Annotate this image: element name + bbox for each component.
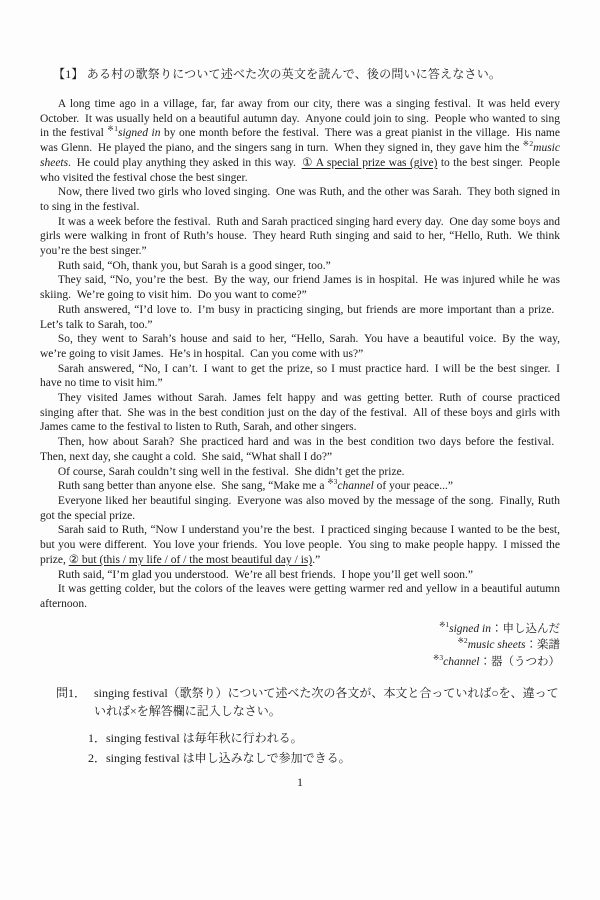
question-items [88, 729, 560, 768]
passage-paragraph: Ruth sang better than anyone else. She sang, “Make me a $^{※3}$channel of your peace...” [57, 477, 453, 493]
passage-paragraph: It was getting colder, but the colors of the leaves were getting warmer red and yellow in a beautiful autumn afternoon. [40, 583, 560, 610]
passage-paragraph: Ruth said, “I’m glad you understood. We’re all best friends. I hope you’ll get well soon.” [57, 568, 474, 581]
passage-paragraph: Ruth said, “Oh, thank you, but Sarah is a good singer, too.” [57, 259, 331, 272]
passage-paragraph: Sarah answered, “No, I can’t. I want to get the prize, so I must practice hard. I will be the best singer. I have no time to visit him.” [40, 362, 560, 390]
page-number: 1 [297, 775, 303, 790]
passage-paragraph: Of course, Sarah couldn’t sing well in the festival. She didn’t get the prize. [57, 465, 405, 478]
passage-paragraph: So, they went to Sarah’s house and said to her, “Hello, Sarah. You have a beautiful voice. By the way, we’re going to visit James. He’s in hospital. Can you come with us?” [40, 333, 560, 360]
passage-paragraph: Ruth answered, “I’d love to. I’m busy in practicing singing, but friends are more important than a prize. Let’s talk to Sarah, too.” [40, 303, 560, 331]
footnotes [40, 621, 560, 671]
passage-paragraph: A long time ago in a village, far, far away from our city, there was a singing festival. It was held every October. It was usually held on a beautiful autumn day. Anyone could join to sing. People who wanted to sing in the festival $^{※1}$signed in by one month before the festival. There was a great pianist in the village. His name was Glenn. He played the piano, and the singers sang in turn. When they signed in, they gave him the $^{※2}$music sheets. He could play anything they asked in this way. ① A special prize was (give) to the best singer. People who visited the festival chose the best singer. [40, 98, 560, 184]
question-item-1: 1．singing festival は毎年秋に行われる。 [88, 731, 303, 746]
reading-passage [40, 97, 560, 612]
passage-paragraph: Everyone liked her beautiful singing. Everyone was also moved by the message of the song. Finally, Ruth got the special prize. [40, 494, 560, 522]
passage-paragraph: Now, there lived two girls who loved singing. One was Ruth, and the other was Sarah. They both signed in to sing in the festival. [40, 186, 560, 213]
footnote-music-sheets: $^{※2}$music sheets：楽譜 [457, 636, 560, 652]
section-title: 【1】 ある村の歌祭りについて述べた次の英文を読んで、後の問いに答えなさい。 [53, 67, 502, 81]
question-label: 問1． [56, 686, 87, 701]
footnote-signed-in: $^{※1}$signed in：申し込んだ [439, 619, 560, 635]
question-1 [56, 685, 560, 720]
passage-paragraph: They said, “No, you’re the best. By the way, our friend James is in hospital. He was injured while he was skiing. We’re going to visit him. Do you want to come?” [40, 274, 560, 302]
question-text: singing festival（歌祭り）について述べた次の各文が、本文と合っていれば○を、違っていれば×を解答欄に記入しなさい。 [94, 686, 559, 718]
footnote-channel: $^{※3}$channel：器（うつわ） [433, 652, 560, 668]
passage-paragraph: It was a week before the festival. Ruth and Sarah practiced singing hard every day. One day some boys and girls were walking in front of Ruth’s house. They heard Ruth singing and said to her, “Hello, Ruth. We think you’re the best singer.” [40, 215, 560, 258]
passage-paragraph: Then, how about Sarah? She practiced hard and was in the best condition two days before the festival. Then, next day, she caught a cold. She said, “What shall I do?” [40, 436, 560, 463]
passage-paragraph: Sarah said to Ruth, “Now I understand you’re the best. I practiced singing because I wanted to be the best, but you were different. You love your friends. You love people. You sing to make people happy. I missed the prize, ② but (this / my life / of / the most beautiful day / is).” [40, 524, 560, 566]
passage-paragraph: They visited James without Sarah. James felt happy and was getting better. Ruth of course practiced singing after that. She was in the best condition just on the day of the festival. All of these boys and girls with James came to the festival to listen to Ruth, Sarah, and other singers. [40, 392, 560, 434]
question-item-2: 2．singing festival は申し込みなしで参加できる。 [88, 750, 351, 765]
